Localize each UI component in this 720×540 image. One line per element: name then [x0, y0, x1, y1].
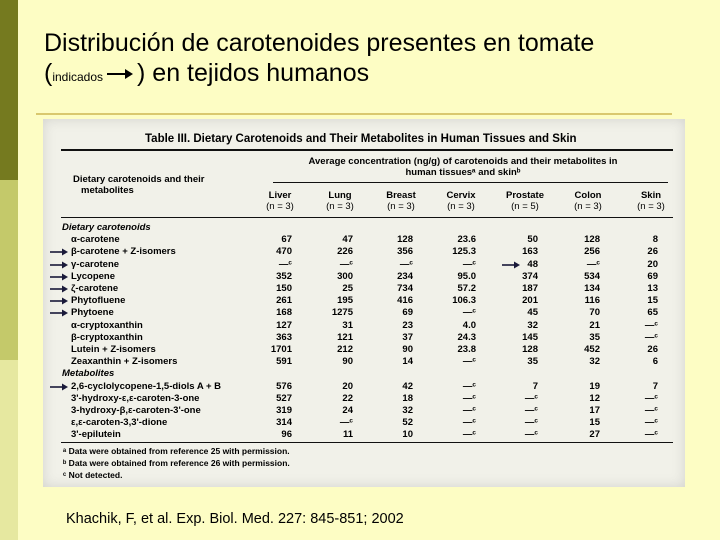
cell-skin: 26: [647, 246, 658, 258]
average-header: Average concentration (ng/g) of carotenoids and their metabolites in human tissuesᵃ and skinᵇ: [308, 156, 618, 178]
row-label: α-carotene: [71, 234, 120, 246]
paren-open: (: [44, 59, 53, 87]
column-header-colon: Colon (n = 3): [574, 190, 602, 212]
cell-breast: 32: [402, 405, 413, 416]
cell-cervix: 125.3: [452, 246, 476, 258]
table-row: [43, 332, 685, 344]
cell-skin: 8: [652, 234, 658, 246]
table-row: [43, 320, 685, 332]
title-divider: [36, 113, 672, 115]
cell-liver: 363: [276, 331, 292, 343]
row-label: Zeaxanthin + Z-isomers: [71, 356, 178, 368]
cell-prostate: 187: [522, 283, 538, 294]
cell-lung: 300: [337, 270, 353, 282]
cell-breast: 10: [402, 429, 413, 441]
cell-colon: 116: [584, 295, 600, 307]
cell-cervix: 23.6: [457, 234, 476, 246]
cell-colon: 35: [589, 331, 600, 343]
cell-breast: 23: [402, 319, 413, 331]
footnote-b: ᵇ Data were obtained from reference 26 with permission.: [63, 458, 290, 468]
cell-breast: 90: [402, 344, 413, 355]
citation: Khachik, F, et al. Exp. Biol. Med. 227: 845-851; 2002: [66, 511, 404, 527]
cell-prostate: 50: [527, 234, 538, 246]
row-label: 2,6-cyclolycopene-1,5-diols A + B: [71, 380, 222, 392]
cell-lung: 121: [337, 331, 353, 343]
row-label: Lutein + Z-isomers: [71, 344, 156, 355]
row-label: Metabolites: [62, 368, 115, 380]
column-header-prostate: Prostate (n = 5): [505, 190, 544, 212]
cell-colon: 452: [584, 344, 600, 355]
cell-skin: 13: [647, 283, 658, 294]
row-label: 3'-hydroxy-ε,ε-caroten-3-one: [71, 392, 200, 404]
cell-colon: 70: [589, 307, 600, 319]
cell-prostate: 128: [522, 344, 538, 355]
scanned-table: [43, 119, 685, 487]
table-rule-bottom: [61, 442, 673, 443]
row-label: ζ-carotene: [71, 283, 119, 294]
cell-liver: —ᶜ: [278, 258, 292, 270]
footnote-c: ᶜ Not detected.: [63, 470, 123, 480]
cell-breast: 37: [402, 331, 413, 343]
cell-cervix: —ᶜ: [462, 380, 476, 392]
cell-liver: 470: [276, 246, 292, 258]
row-label: Dietary carotenoids: [62, 222, 151, 233]
sidebar-accent-mid: [0, 180, 18, 360]
cell-lung: —ᶜ: [339, 258, 353, 270]
row-label: 3'-epilutein: [71, 429, 121, 441]
sidebar-accent-dark: [0, 0, 18, 180]
cell-prostate: 163: [522, 246, 538, 258]
table-row: [43, 393, 685, 405]
cell-liver: 96: [281, 429, 292, 441]
cell-colon: 27: [589, 429, 600, 441]
cell-cervix: —ᶜ: [462, 417, 476, 429]
row-label: 3-hydroxy-β,ε-caroten-3'-one: [71, 405, 201, 416]
cell-cervix: —ᶜ: [462, 405, 476, 416]
cell-lung: 20: [342, 380, 353, 392]
cell-skin: 20: [647, 258, 658, 270]
row-arrow-icon: [49, 247, 69, 257]
cell-breast: 14: [402, 356, 413, 368]
cell-breast: 234: [397, 270, 413, 282]
cell-skin: 7: [652, 380, 658, 392]
cell-lung: 226: [337, 246, 353, 258]
table-row: [43, 246, 685, 258]
cell-liver: 527: [276, 392, 292, 404]
cell-prostate: 45: [527, 307, 538, 319]
cell-liver: 591: [276, 356, 292, 368]
cell-lung: 24: [342, 405, 353, 416]
cell-skin: —ᶜ: [644, 319, 658, 331]
cell-skin: 26: [647, 344, 658, 355]
cell-lung: 22: [342, 392, 353, 404]
table-row: [43, 283, 685, 295]
table-row: [43, 307, 685, 319]
cell-breast: 52: [402, 417, 413, 429]
table-row: [43, 271, 685, 283]
cell-prostate: 32: [527, 319, 538, 331]
slide-title: [44, 28, 594, 92]
row-arrow-icon: [49, 272, 69, 282]
table-caption: Table III. Dietary Carotenoids and Their Metabolites in Human Tissues and Skin: [145, 133, 577, 145]
cell-breast: 69: [402, 307, 413, 319]
cell-cervix: 57.2: [457, 283, 476, 294]
cell-prostate: 374: [522, 270, 538, 282]
cell-colon: 21: [589, 319, 600, 331]
table-row: [43, 417, 685, 429]
row-arrow-icon: [49, 284, 69, 294]
cell-breast: 416: [397, 295, 413, 307]
cell-skin: 69: [647, 270, 658, 282]
cell-skin: 6: [652, 356, 658, 368]
title-rest: en tejidos humanos: [145, 59, 370, 87]
footnote-a: ᵃ Data were obtained from reference 25 with permission.: [63, 446, 290, 456]
column-header-liver: Liver (n = 3): [266, 190, 294, 212]
cell-prostate: —ᶜ: [524, 392, 538, 404]
row-label: β-cryptoxanthin: [71, 331, 143, 343]
cell-prostate: 7: [532, 380, 538, 392]
row-arrow-icon: [49, 296, 69, 306]
cell-liver: 67: [281, 234, 292, 246]
column-header-cervix: Cervix (n = 3): [446, 190, 476, 212]
cell-cervix: 4.0: [462, 319, 476, 331]
table-row: [43, 429, 685, 441]
cell-liver: 576: [276, 380, 292, 392]
cell-liver: 1701: [270, 344, 292, 355]
cell-colon: 128: [584, 234, 600, 246]
cell-colon: 534: [584, 270, 600, 282]
row-label: γ-carotene: [71, 258, 120, 270]
table-row: [43, 234, 685, 246]
left-header: Dietary carotenoids and their metabolites: [73, 174, 205, 196]
right-arrow-icon: [105, 67, 135, 81]
table-row: [43, 356, 685, 368]
cell-liver: 314: [276, 417, 292, 429]
cell-cervix: —ᶜ: [462, 258, 476, 270]
row-label: α-cryptoxanthin: [71, 319, 143, 331]
row-label: Lycopene: [71, 270, 115, 282]
cell-liver: 150: [276, 283, 292, 294]
table-row: [43, 405, 685, 417]
cell-cervix: 106.3: [452, 295, 476, 307]
cell-cervix: 24.3: [457, 331, 476, 343]
row-label: Phytoene: [71, 307, 114, 319]
cell-colon: 134: [584, 283, 600, 294]
cell-skin: —ᶜ: [644, 429, 658, 441]
cell-colon: 12: [589, 392, 600, 404]
cell-breast: —ᶜ: [399, 258, 413, 270]
cell-prostate: 35: [527, 356, 538, 368]
column-header-skin: Skin (n = 3): [637, 190, 665, 212]
cell-breast: 734: [397, 283, 413, 294]
table-group-header: [43, 222, 685, 234]
cell-skin: —ᶜ: [644, 417, 658, 429]
cell-skin: 65: [647, 307, 658, 319]
row-label: Phytofluene: [71, 295, 126, 307]
cell-liver: 319: [276, 405, 292, 416]
column-header-breast: Breast (n = 3): [386, 190, 416, 212]
cell-cervix: —ᶜ: [462, 356, 476, 368]
cell-liver: 352: [276, 270, 292, 282]
cell-lung: —ᶜ: [339, 417, 353, 429]
cell-lung: 31: [342, 319, 353, 331]
cell-liver: 261: [276, 295, 292, 307]
cell-cervix: —ᶜ: [462, 392, 476, 404]
cell-colon: 15: [589, 417, 600, 429]
cell-lung: 47: [342, 234, 353, 246]
paren-close: ): [137, 59, 146, 87]
row-label: β-carotene + Z-isomers: [71, 246, 176, 258]
cell-liver: 168: [276, 307, 292, 319]
cell-colon: 256: [584, 246, 600, 258]
cell-colon: —ᶜ: [586, 258, 600, 270]
cell-prostate: —ᶜ: [524, 405, 538, 416]
cell-cervix: —ᶜ: [462, 307, 476, 319]
column-header-lung: Lung (n = 3): [326, 190, 354, 212]
cell-prostate: 48: [527, 258, 538, 270]
row-label: ε,ε-caroten-3,3'-dione: [71, 417, 168, 429]
cell-lung: 11: [342, 429, 353, 441]
cell-lung: 90: [342, 356, 353, 368]
table-rule-top: [61, 149, 673, 151]
cell-prostate: —ᶜ: [524, 429, 538, 441]
cell-skin: —ᶜ: [644, 331, 658, 343]
prostate-arrow-icon: [501, 260, 521, 270]
table-row: [43, 381, 685, 393]
cell-colon: 19: [589, 380, 600, 392]
table-group-header: [43, 368, 685, 380]
cell-prostate: 201: [522, 295, 538, 307]
cell-skin: —ᶜ: [644, 392, 658, 404]
cell-prostate: —ᶜ: [524, 417, 538, 429]
row-arrow-icon: [49, 382, 69, 392]
average-underline: [273, 182, 668, 183]
cell-breast: 18: [402, 392, 413, 404]
cell-lung: 195: [337, 295, 353, 307]
cell-skin: —ᶜ: [644, 405, 658, 416]
sidebar-accent-light: [0, 360, 18, 540]
cell-prostate: 145: [522, 331, 538, 343]
cell-liver: 127: [276, 319, 292, 331]
cell-cervix: 95.0: [457, 270, 476, 282]
cell-breast: 42: [402, 380, 413, 392]
row-arrow-icon: [49, 260, 69, 270]
title-line-2: [44, 58, 594, 92]
cell-lung: 1275: [331, 307, 353, 319]
cell-breast: 356: [397, 246, 413, 258]
table-row: [43, 344, 685, 356]
cell-colon: 32: [589, 356, 600, 368]
cell-breast: 128: [397, 234, 413, 246]
table-row: [43, 259, 685, 271]
indicados-label: indicados: [52, 70, 104, 84]
cell-cervix: —ᶜ: [462, 429, 476, 441]
cell-cervix: 23.8: [457, 344, 476, 355]
cell-colon: 17: [589, 405, 600, 416]
title-line-1: Distribución de carotenoides presentes en tomate: [44, 29, 595, 57]
cell-lung: 212: [337, 344, 353, 355]
cell-skin: 15: [647, 295, 658, 307]
row-arrow-icon: [49, 308, 69, 318]
table-rule-header: [61, 217, 673, 218]
table-row: [43, 295, 685, 307]
cell-lung: 25: [342, 283, 353, 294]
